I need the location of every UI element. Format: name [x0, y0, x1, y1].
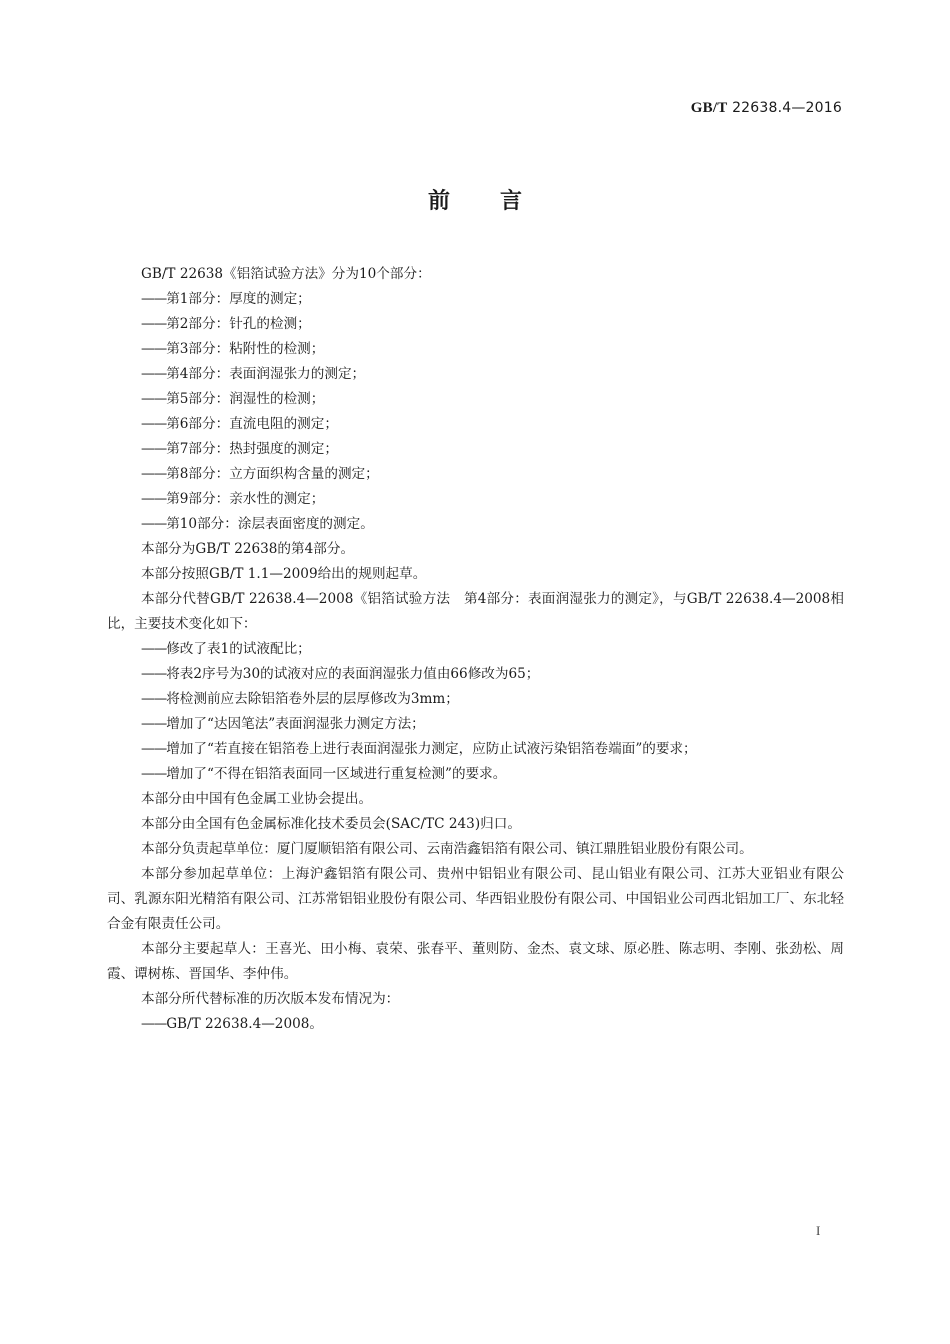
part-of-paragraph: 本部分为GB/T 22638的第4部分。	[141, 541, 355, 557]
change-item: ——将检测前应去除铝箔卷外层的层厚修改为3mm；	[141, 691, 459, 707]
part-item: ——第7部分：热封强度的测定；	[141, 441, 338, 457]
standard-number: 22638.4—2016	[732, 100, 842, 116]
history-intro-paragraph: 本部分所代替标准的历次版本发布情况为：	[141, 991, 400, 1007]
part-item: ——第8部分：立方面织构含量的测定；	[141, 466, 379, 482]
history-item: ——GB/T 22638.4—2008。	[141, 1016, 324, 1032]
part-item: ——第5部分：润湿性的检测；	[141, 391, 325, 407]
change-item: ——将表2序号为30的试液对应的表面润湿张力值由66修改为65；	[141, 666, 540, 682]
drafting-rules-paragraph: 本部分按照GB/T 1.1—2009给出的规则起草。	[141, 566, 427, 582]
participating-units-paragraph: 本部分参加起草单位：上海沪鑫铝箔有限公司、贵州中铝铝业有限公司、昆山铝业有限公司、江苏大亚铝业有限公司、乳源东阳光精箔有限公司、江苏常铝铝业股份有限公司、华西铝业股份有限公司、中国铝业公司西北铝加工厂、东北轻合金有限责任公司。	[107, 866, 844, 932]
change-item: ——增加了“达因笔法”表面润湿张力测定方法；	[141, 716, 425, 732]
standard-number-header	[691, 100, 842, 117]
centralized-by-paragraph: 本部分由全国有色金属标准化技术委员会(SAC/TC 243)归口。	[141, 816, 521, 832]
change-item: ——修改了表1的试液配比；	[141, 641, 311, 657]
replaces-paragraph: 本部分代替GB/T 22638.4—2008《铝箔试验方法 第4部分：表面润湿张力的测定》，与GB/T 22638.4—2008相比，主要技术变化如下：	[107, 591, 844, 632]
part-item: ——第9部分：亲水性的测定；	[141, 491, 325, 507]
responsible-units-paragraph: 本部分负责起草单位：厦门厦顺铝箔有限公司、云南浩鑫铝箔有限公司、镇江鼎胜铝业股份有限公司。	[141, 841, 753, 857]
change-item: ——增加了“若直接在铝箔卷上进行表面润湿张力测定，应防止试液污染铝箔卷端面”的要求；	[141, 741, 697, 757]
proposed-by-paragraph: 本部分由中国有色金属工业协会提出。	[141, 791, 373, 807]
part-item: ——第1部分：厚度的测定；	[141, 291, 311, 307]
part-item: ——第6部分：直流电阻的测定；	[141, 416, 338, 432]
part-item: ——第10部分：涂层表面密度的测定。	[141, 516, 374, 532]
part-item: ——第2部分：针孔的检测；	[141, 316, 311, 332]
page-title: 前言	[427, 189, 572, 214]
standard-prefix: GB/T	[690, 100, 728, 116]
foreword-body	[107, 262, 844, 1037]
part-item: ——第4部分：表面润湿张力的测定；	[141, 366, 366, 382]
part-item: ——第3部分：粘附性的检测；	[141, 341, 325, 357]
drafters-paragraph: 本部分主要起草人：王喜光、田小梅、袁荣、张春平、董则防、金杰、袁文球、原必胜、陈志明、李刚、张劲松、周霞、谭树栋、晋国华、李仲伟。	[107, 941, 844, 982]
page-number: I	[816, 1223, 821, 1238]
intro-paragraph: GB/T 22638《铝箔试验方法》分为10个部分：	[141, 266, 431, 282]
change-item: ——增加了“不得在铝箔表面同一区域进行重复检测”的要求。	[141, 766, 507, 782]
